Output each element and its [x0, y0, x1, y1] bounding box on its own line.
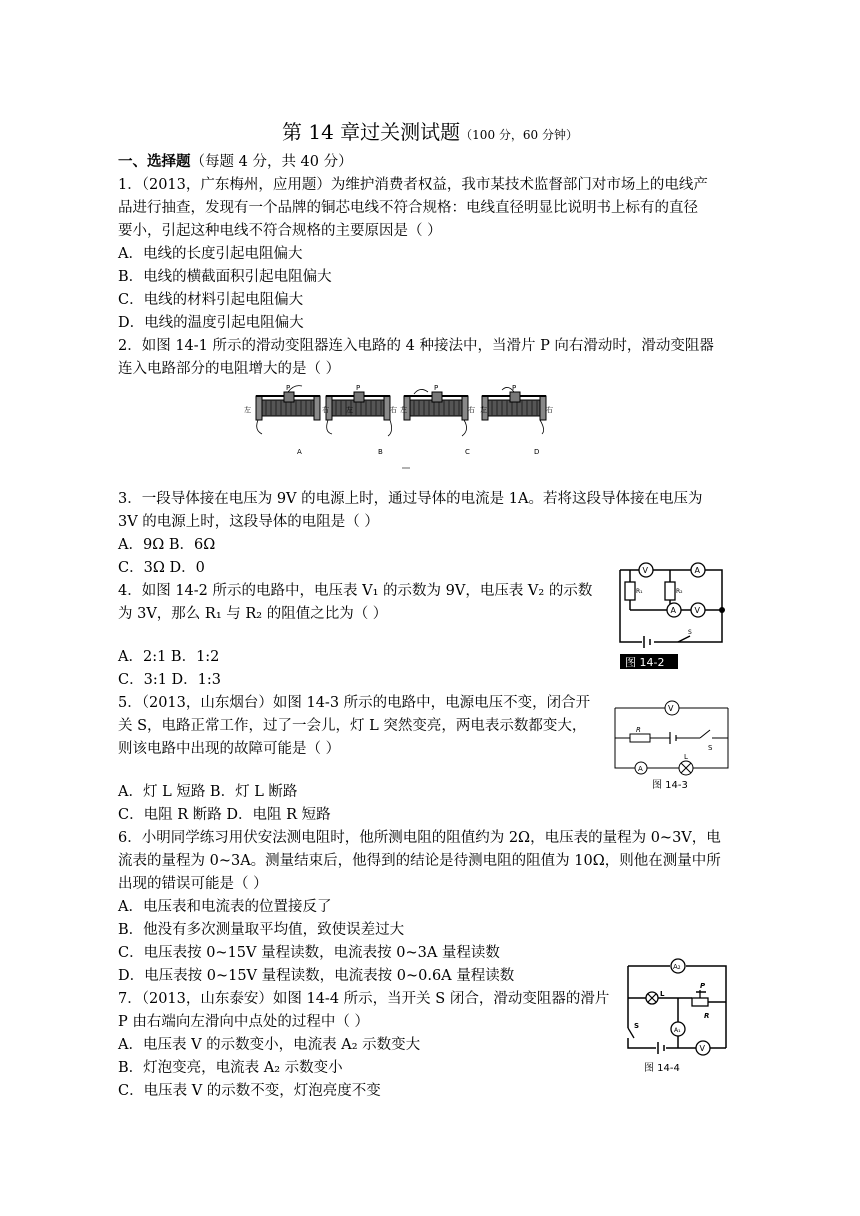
option-label-b: B — [378, 448, 383, 456]
figure-14-1-rheostats — [240, 382, 570, 470]
figure-14-3-circuit — [610, 696, 732, 794]
q4-options-ab: A．2:1 B．1:2 — [118, 649, 220, 665]
q6-stem-line-3: 出现的错误可能是（ ） — [118, 876, 268, 892]
q6-option-c: C．电压表按 0~15V 量程读数，电流表按 0~3A 量程读数 — [118, 945, 500, 961]
q5-stem-line-3: 则该电路中出现的故障可能是（ ） — [118, 741, 341, 757]
q6-option-a: A．电压表和电流表的位置接反了 — [118, 899, 332, 915]
svg-text:A: A — [670, 606, 676, 615]
section-heading: 一、选择题（每题 4 分，共 40 分） — [118, 153, 353, 170]
q1-option-c: C．电线的材料引起电阻偏大 — [118, 292, 304, 308]
q6-stem-line-1: 6．小明同学练习用伏安法测电阻时，他所测电阻的阻值约为 2Ω，电压表的量程为 0~3V，电 — [118, 830, 721, 846]
q3-options-cd: C．3Ω D．0 — [118, 560, 205, 576]
q1-stem-line-2: 品进行抽查，发现有一个品牌的铜芯电线不符合规格：电线直径明显比说明书上标有的直径 — [118, 200, 698, 216]
q5-options-cd: C．电阻 R 断路 D．电阻 R 短路 — [118, 807, 331, 823]
q5-options-ab: A．灯 L 短路 B．灯 L 断路 — [118, 784, 298, 800]
lamp-label: L — [684, 753, 688, 761]
option-label-d: D — [534, 448, 540, 456]
q4-stem-line-2: 为 3V，那么 R₁ 与 R₂ 的阻值之比为（ ） — [118, 606, 388, 622]
right-end-label-b: 右 — [390, 406, 397, 414]
option-label-c: C — [465, 448, 470, 456]
switch-label: S — [688, 629, 692, 636]
figure-14-4-circuit — [622, 958, 734, 1074]
voltmeter-label: V — [699, 1044, 705, 1053]
left-end-label-b: 左 — [346, 406, 353, 414]
svg-text:V: V — [694, 606, 700, 615]
q7-stem-line-2: P 由右端向左滑向中点处的过程中（ ） — [118, 1014, 369, 1030]
svg-text:V: V — [642, 566, 648, 575]
q7-stem-line-1: 7．（2013，山东泰安）如图 14-4 所示，当开关 S 闭合，滑动变阻器的滑片 — [118, 991, 610, 1007]
q2-stem-line-1: 2．如图 14-1 所示的滑动变阻器连入电路的 4 种接法中，当滑片 P 向右滑动时，滑动变阻器 — [118, 338, 714, 354]
left-end-label-c: 左 — [400, 406, 407, 414]
slider-label: P — [700, 982, 706, 990]
q7-option-c: C．电压表 V 的示数不变，灯泡亮度不变 — [118, 1083, 381, 1099]
q4-stem-line-1: 4．如图 14-2 所示的电路中，电压表 V₁ 的示数为 9V，电压表 V₂ 的示数 — [118, 583, 593, 599]
q5-stem-line-2: 关 S，电路正常工作，过了一会儿，灯 L 突然变亮，两电表示数都变大， — [118, 718, 587, 734]
figure-14-4-caption: 图 14-4 — [644, 1063, 680, 1074]
left-end-label-d: 左 — [480, 406, 487, 414]
q6-stem-line-2: 流表的量程为 0~3A。测量结束后，他得到的结论是待测电阻的阻值为 10Ω，则他在测量中所 — [118, 853, 721, 869]
resistor-label: R — [636, 726, 641, 734]
q1-option-b: B．电线的横截面积引起电阻偏大 — [118, 269, 332, 285]
lamp-label: L — [660, 990, 665, 998]
q3-options-ab: A．9Ω B．6Ω — [118, 537, 216, 553]
q7-option-a: A．电压表 V 的示数变小，电流表 A₂ 示数变大 — [118, 1037, 421, 1053]
ammeter-label: A — [638, 765, 643, 773]
page-title: 第 14 章过关测试题（100 分，60 分钟） — [282, 120, 578, 144]
ammeter-a1-label: A₁ — [674, 1027, 681, 1034]
voltmeter-label: V — [668, 704, 674, 713]
q1-option-a: A．电线的长度引起电阻偏大 — [118, 246, 303, 262]
right-end-label-c: 右 — [468, 406, 475, 414]
figure-14-3-caption: 图 14-3 — [652, 780, 688, 791]
q3-stem-line-2: 3V 的电源上时，这段导体的电阻是（ ） — [118, 514, 379, 530]
r2-label: R₂ — [676, 588, 683, 595]
figure-14-2-circuit — [612, 562, 730, 672]
q5-stem-line-1: 5．（2013，山东烟台）如图 14-3 所示的电路中，电源电压不变，闭合开 — [118, 695, 591, 711]
slider-label-d: P — [512, 384, 517, 392]
ammeter-a2-label: A₂ — [673, 963, 681, 971]
q1-stem-line-1: 1．（2013，广东梅州，应用题）为维护消费者权益，我市某技术监督部门对市场上的电线产 — [118, 177, 708, 193]
slider-label-b: P — [356, 384, 361, 392]
q2-stem-line-2: 连入电路部分的电阻增大的是（ ） — [118, 361, 341, 377]
rheostat-label: R — [704, 1012, 710, 1020]
slider-label-c: P — [434, 384, 439, 392]
r1-label: R₁ — [636, 588, 643, 595]
right-end-label-a: 右 — [322, 406, 329, 414]
q1-option-d: D．电线的温度引起电阻偏大 — [118, 315, 304, 331]
q6-option-b: B．他没有多次测量取平均值，致使误差过大 — [118, 922, 405, 938]
figure-14-2-caption: 图 14-2 — [625, 656, 665, 669]
q6-option-d: D．电压表按 0~15V 量程读数，电流表按 0~0.6A 量程读数 — [118, 968, 515, 984]
rheostat-drawing — [256, 392, 320, 420]
svg-text:A: A — [694, 566, 700, 575]
q7-option-b: B．灯泡变亮，电流表 A₂ 示数变小 — [118, 1060, 343, 1076]
switch-label: S — [708, 744, 713, 752]
right-end-label-d: 右 — [546, 406, 553, 414]
option-label-a: A — [297, 448, 302, 456]
q1-stem-line-3: 要小，引起这种电线不符合规格的主要原因是（ ） — [118, 223, 442, 239]
slider-label-a: P — [286, 384, 291, 392]
switch-label: S — [634, 1022, 640, 1030]
left-end-label-a: 左 — [244, 406, 251, 414]
q3-stem-line-1: 3．一段导体接在电压为 9V 的电源上时，通过导体的电流是 1A。若将这段导体接在电压为 — [118, 491, 703, 507]
q4-options-cd: C．3:1 D．1:3 — [118, 672, 222, 688]
